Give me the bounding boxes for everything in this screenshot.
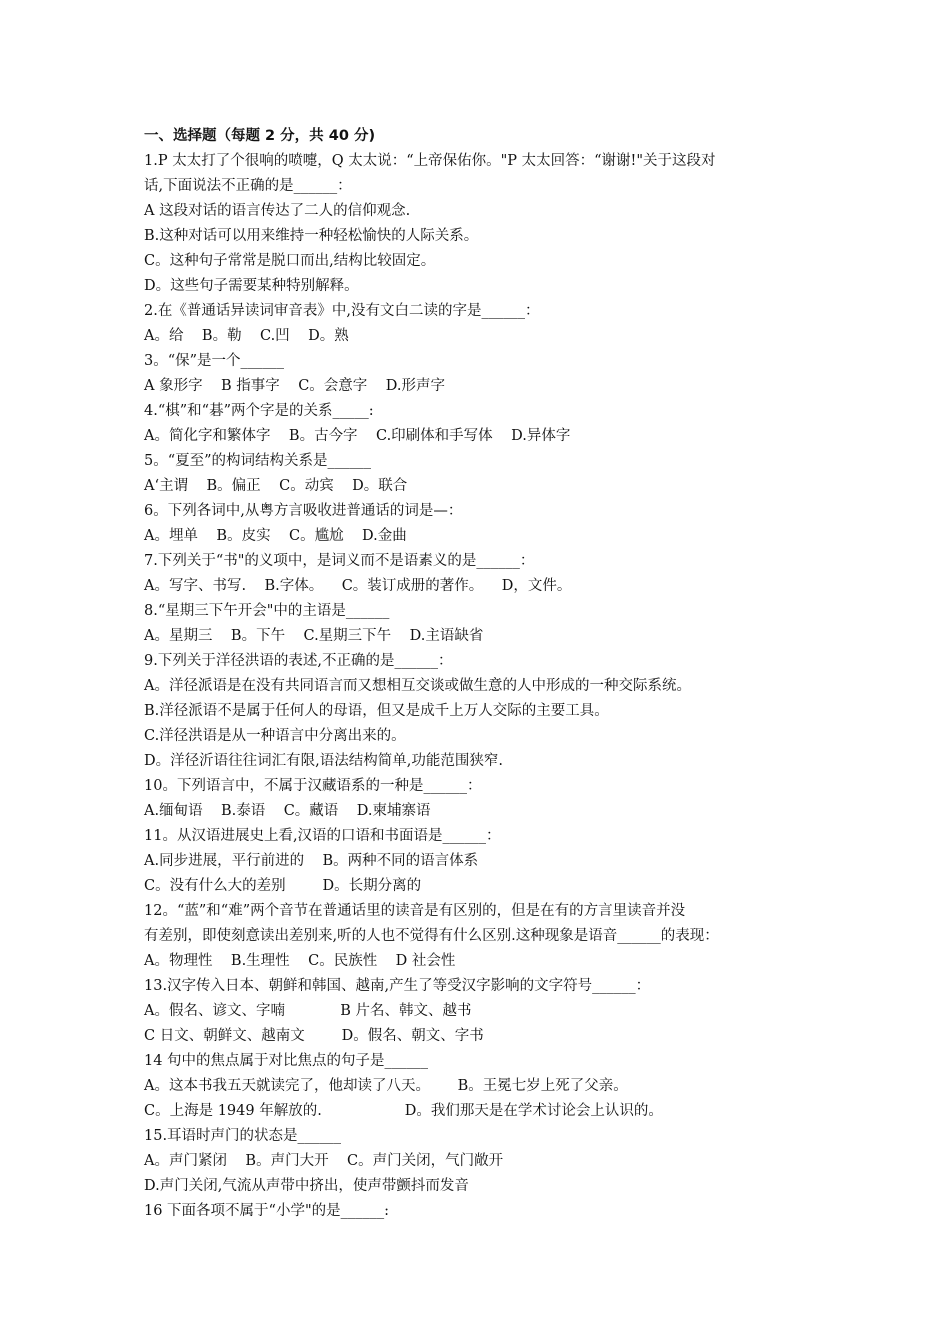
text-line: C 日文、朝鲜文、越南文 D。假名、朝文、字书 bbox=[144, 1028, 484, 1044]
section-heading: 一、选择题（每题 2 分，共 40 分) bbox=[144, 128, 376, 144]
text-line: D。洋径沂语往往词汇有限,语法结构简单,功能范围狭窄. bbox=[144, 753, 503, 769]
text-line: 13.汉字传入日本、朝鲜和韩国、越南,产生了等受汉字影响的文字符号______： bbox=[144, 978, 651, 994]
text-line: 12。“蓝”和“难”两个音节在普通话里的读音是有区别的，但是在有的方言里读音并没 bbox=[144, 903, 686, 919]
text-line: A。写字、书写. B.字体。 C。装订成册的著作。 D，文件。 bbox=[144, 578, 572, 594]
text-line: 10。下列语言中，不属于汉藏语系的一种是______： bbox=[144, 778, 482, 794]
text-line: D。这些句子需要某种特别解释。 bbox=[144, 278, 359, 294]
text-line: B.洋径派语不是属于任何人的母语，但又是成千上万人交际的主要工具。 bbox=[144, 703, 609, 719]
text-line: 14 句中的焦点属于对比焦点的句子是______ bbox=[144, 1053, 429, 1069]
text-line: 5。“夏至”的构词结构关系是______ bbox=[144, 453, 372, 469]
text-line: C。上海是 1949 年解放的. D。我们那天是在学术讨论会上认识的。 bbox=[144, 1103, 663, 1119]
text-line: A。假名、谚文、字喃 B 片名、韩文、越书 bbox=[144, 1003, 472, 1019]
text-line: A。给 B。勒 C.凹 D。熟 bbox=[144, 328, 349, 344]
text-line: C。没有什么大的差别 D。长期分离的 bbox=[144, 878, 422, 894]
text-line: 1.P 太太打了个很响的喷嚏，Q 太太说：“上帝保佑你。"P 太太回答：“谢谢!"关于这段对 bbox=[144, 153, 716, 169]
text-line: A。声门紧闭 B。声门大开 C。声门关闭，气门敞开 bbox=[144, 1153, 504, 1169]
text-line: A。这本书我五天就读完了，他却读了八天。 B。王冕七岁上死了父亲。 bbox=[144, 1078, 628, 1094]
text-line: 7.下列关于“书"的义项中，是词义而不是语素义的是______： bbox=[144, 553, 535, 569]
text-line: D.声门关闭,气流从声带中挤出，使声带颤抖而发音 bbox=[144, 1178, 469, 1194]
text-line: A.同步进展，平行前进的 B。两种不同的语言体系 bbox=[144, 853, 479, 869]
text-line: B.这种对话可以用来维持一种轻松愉快的人际关系。 bbox=[144, 228, 479, 244]
exam-page bbox=[144, 124, 814, 1224]
question-list bbox=[144, 149, 814, 1224]
text-line: A 这段对话的语言传达了二人的信仰观念. bbox=[144, 203, 411, 219]
text-line: 3。“保”是一个______ bbox=[144, 353, 285, 369]
text-line: 2.在《普通话异读词审音表》中,没有文白二读的字是______： bbox=[144, 303, 540, 319]
text-line: 15.耳语时声门的状态是______ bbox=[144, 1128, 342, 1144]
text-line: A。埋单 B。皮实 C。尴尬 D.金曲 bbox=[144, 528, 407, 544]
text-line: 4.“棋”和“碁”两个字是的关系_____: bbox=[144, 403, 374, 419]
text-line: 有差别，即使刻意读出差别来,听的人也不觉得有什么区别.这种现象是语音______的表现： bbox=[144, 928, 719, 944]
text-line: A。简化字和繁体字 B。古今字 C.印刷体和手写体 D.异体字 bbox=[144, 428, 571, 444]
text-line: 话,下面说法不正确的是______： bbox=[144, 178, 352, 194]
text-line: 8.“星期三下午开会"中的主语是______ bbox=[144, 603, 390, 619]
text-line: 6。下列各词中,从粤方言吸收进普通话的词是—： bbox=[144, 503, 463, 519]
text-line: 11。从汉语进展史上看,汉语的口语和书面语是______： bbox=[144, 828, 501, 844]
text-line: A 象形字 B 指事字 C。会意字 D.形声字 bbox=[144, 378, 445, 394]
text-line: A。洋径派语是在没有共同语言而又想相互交谈或做生意的人中形成的一种交际系统。 bbox=[144, 678, 691, 694]
text-line: 9.下列关于洋径洪语的表述,不正确的是______： bbox=[144, 653, 453, 669]
text-line: C。这种句子常常是脱口而出,结构比较固定。 bbox=[144, 253, 436, 269]
text-line: 16 下面各项不属于“小学"的是______: bbox=[144, 1203, 390, 1219]
text-line: A‘主谓 B。偏正 C。动宾 D。联合 bbox=[144, 478, 408, 494]
text-line: A。物理性 B.生理性 C。民族性 D 社会性 bbox=[144, 953, 456, 969]
text-line: A.缅甸语 B.泰语 C。藏语 D.柬埔寨语 bbox=[144, 803, 431, 819]
text-line: C.洋径洪语是从一种语言中分离出来的。 bbox=[144, 728, 406, 744]
text-line: A。星期三 B。下午 C.星期三下午 D.主语缺省 bbox=[144, 628, 484, 644]
